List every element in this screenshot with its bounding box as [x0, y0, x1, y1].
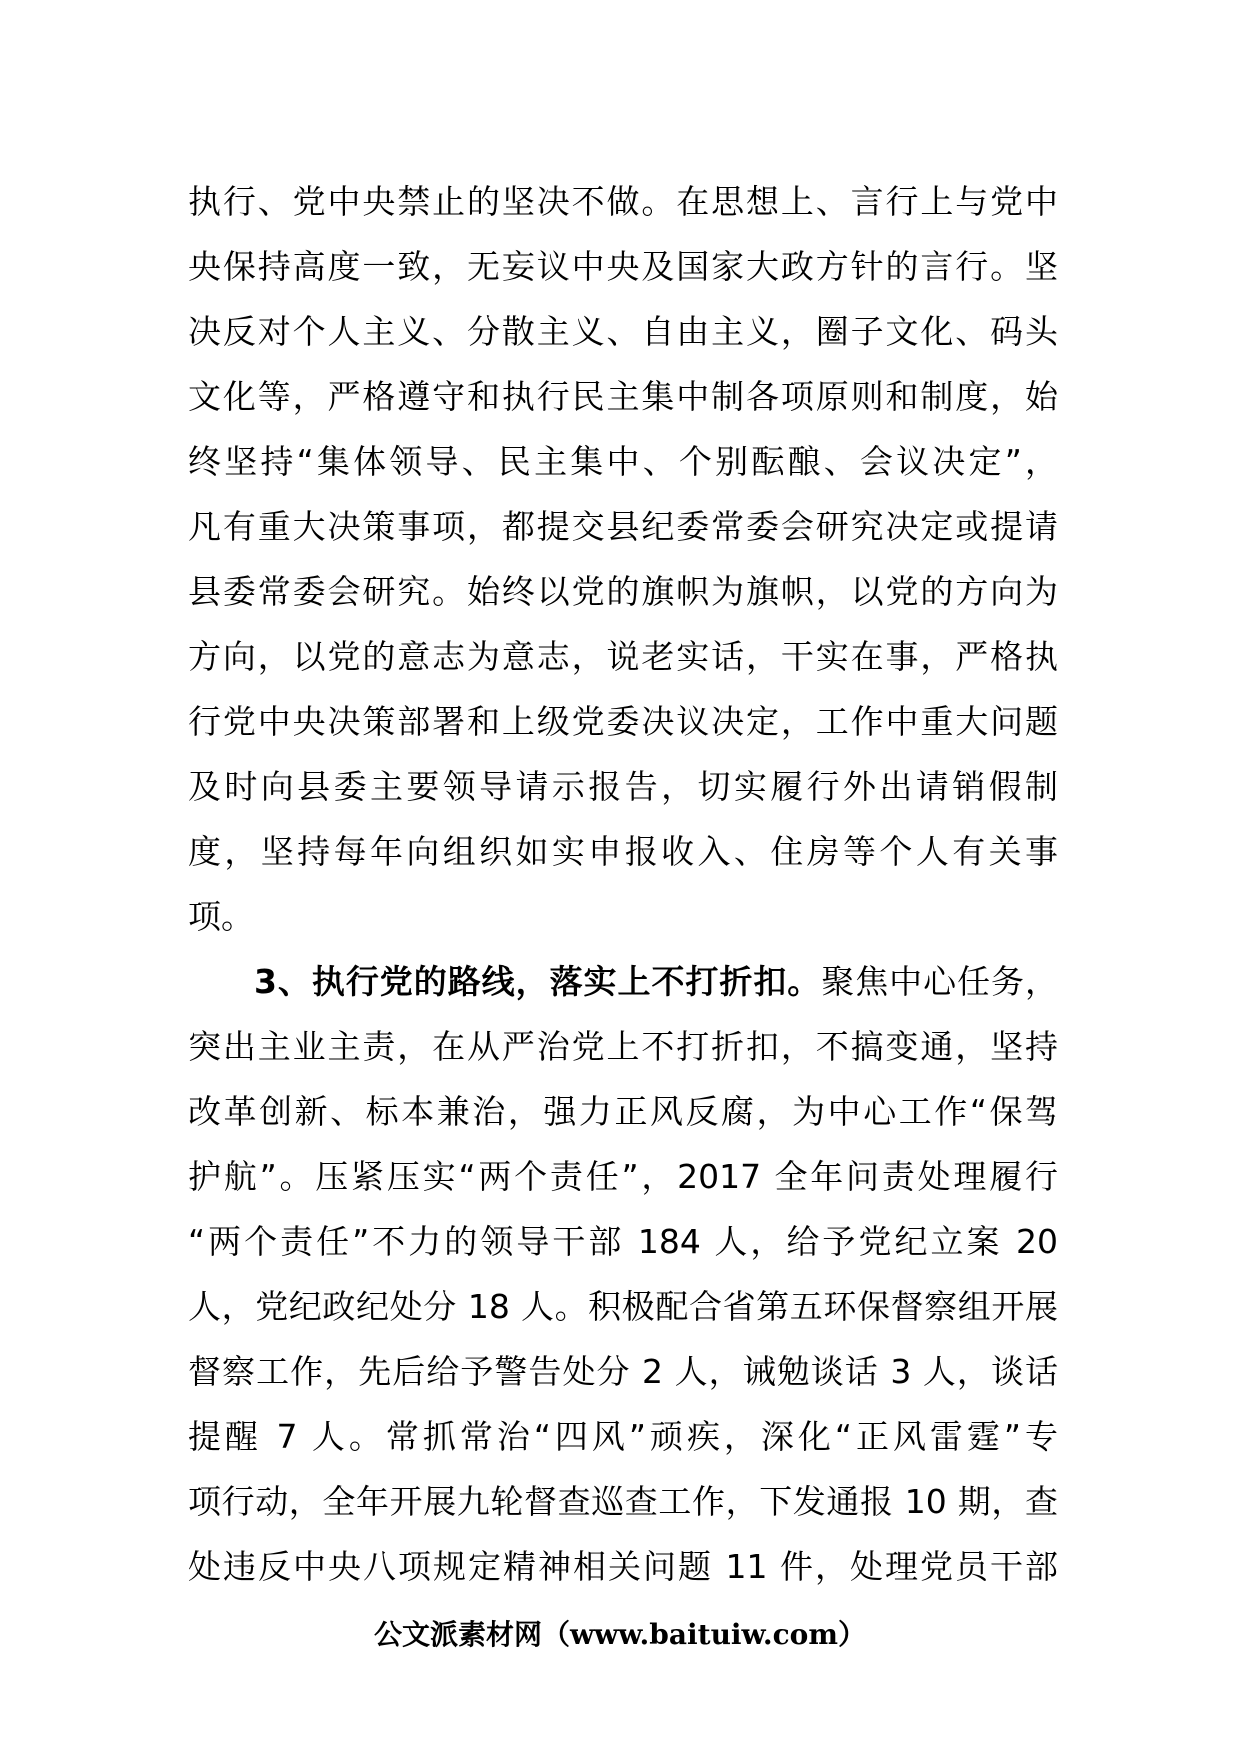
text-line: 凡有重大决策事项，都提交县纪委常委会研究决定或提请 [188, 507, 1058, 546]
text-line: 人，党纪政纪处分 18 人。积极配合省第五环保督察组开展 [188, 1287, 1058, 1326]
page-footer: 公文派素材网（www.baituiw.com） [374, 1618, 866, 1651]
text-line: 终坚持“集体领导、民主集中、个别酝酿、会议决定”， [188, 442, 1058, 481]
text-line: 行党中央决策部署和上级党委决议决定，工作中重大问题 [188, 702, 1058, 741]
text-line [188, 949, 1058, 1014]
text-line: 项行动，全年开展九轮督查巡查工作，下发通报 10 期，查 [188, 1482, 1058, 1521]
text-line: 方向，以党的意志为意志，说老实话，干实在事，严格执 [188, 637, 1058, 676]
text-line: 县委常委会研究。始终以党的旗帜为旗帜，以党的方向为 [188, 572, 1058, 611]
text-line: 及时向县委主要领导请示报告，切实履行外出请销假制 [188, 767, 1058, 806]
text-line: 决反对个人主义、分散主义、自由主义，圈子文化、码头 [188, 312, 1058, 351]
heading-line-rest: 聚焦中心任务， [821, 962, 1058, 1001]
paragraph-1 [188, 169, 1058, 949]
text-line: “两个责任”不力的领导干部 184 人，给予党纪立案 20 [188, 1222, 1058, 1261]
text-line: 护航”。压紧压实“两个责任”，2017 全年问责处理履行 [188, 1157, 1058, 1196]
text-line: 执行、党中央禁止的坚决不做。在思想上、言行上与党中 [188, 182, 1058, 221]
text-line: 提醒 7 人。常抓常治“四风”顽疾，深化“正风雷霆”专 [188, 1417, 1058, 1456]
text-line: 处违反中央八项规定精神相关问题 11 件，处理党员干部 [188, 1547, 1058, 1586]
text-line: 突出主业主责，在从严治党上不打折扣，不搞变通，坚持 [188, 1027, 1058, 1066]
text-line: 文化等，严格遵守和执行民主集中制各项原则和制度，始 [188, 377, 1058, 416]
document-body [188, 169, 1058, 1599]
text-line: 督察工作，先后给予警告处分 2 人，诫勉谈话 3 人，谈话 [188, 1352, 1058, 1391]
text-line: 改革创新、标本兼治，强力正风反腐，为中心工作“保驾 [188, 1092, 1058, 1131]
text-line: 项。 [188, 897, 254, 936]
paragraph-2 [188, 949, 1058, 1599]
section-heading: 3、执行党的路线，落实上不打折扣。 [254, 962, 822, 1001]
text-line: 度，坚持每年向组织如实申报收入、住房等个人有关事 [188, 832, 1058, 871]
text-line: 央保持高度一致，无妄议中央及国家大政方针的言行。坚 [188, 247, 1058, 286]
